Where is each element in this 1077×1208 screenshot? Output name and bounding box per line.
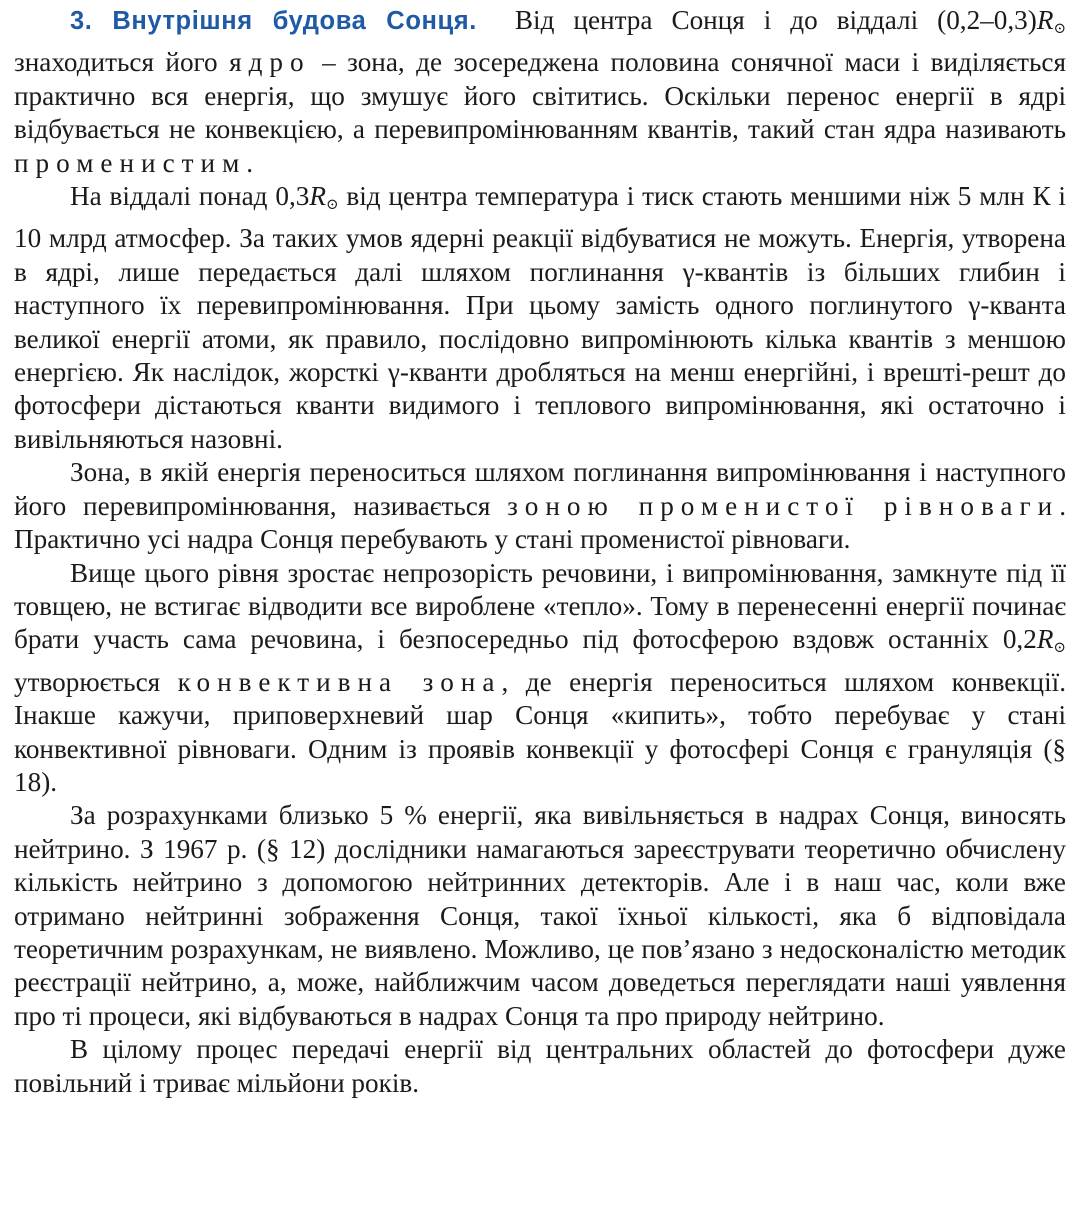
- radius-letter: R: [309, 181, 326, 212]
- paragraph-1-text-d: .: [246, 147, 254, 178]
- solar-radius-symbol: [309, 181, 339, 214]
- paragraph-5: За розрахунками близько 5 % енергії, яка вивільняється в надрах Сонця, виносять нейтрино. З 1967 р. (§ 12) дослідники намагаються зареєструвати теоретично обчислену кількість нейтрино з допомогою нейтринних детекторів. Але і в наш час, коли вже отримано нейтринні зображення Сонця, такої їхньої кількості, яка б відповідала теоретичним розрахункам, не виявлено. Можливо, це пов’язано з недосконалістю методик реєстрації нейтрино, а, може, найближчим часом доведеться переглядати наші уявлення про ті процеси, які відбуваються в надрах Сонця та про природу нейтрино.: [14, 800, 1066, 1031]
- paragraph-1: [14, 4, 1066, 180]
- paragraph-3-text-a: Зона, в якій енергія переноситься шляхом поглинання випромінювання і наступного його перевипромінювання, називається: [14, 457, 1066, 521]
- paragraph-1-text-b: знаходиться його: [14, 47, 230, 78]
- paragraph-4-text-b: утворюється: [14, 666, 178, 697]
- paragraph-3: [14, 456, 1066, 556]
- solar-radius-symbol: [1036, 624, 1066, 657]
- paragraph-4: [14, 557, 1066, 800]
- textbook-page: [14, 4, 1066, 1100]
- paragraph-3-text-b: . Практично усі надра Сонця перебувають у стані променистої рівноваги.: [14, 490, 1066, 555]
- term-radiative: променистим: [14, 147, 247, 178]
- paragraph-1-text-c: – зона, де зосереджена половина сонячної маси і виділяється практично вся енергія, що змушує його світитись. Оскільки перенос енергії в ядрі відбувається не конвекцією, а перевипромінюванням квантів, такий стан ядра називають: [14, 47, 1066, 145]
- radius-letter: R: [1036, 624, 1054, 655]
- paragraph-6: В цілому процес передачі енергії від центральних областей до фотосфери дуже повільний і триває мільйони років.: [14, 1034, 1066, 1098]
- paragraph-4-text-c: , де енергія переноситься шляхом конвекції. Інакше кажучи, приповерхневий шар Сонця «кипить», тобто перебуває у стані конвективної рівноваги. Одним із проявів конвекції у фотосфері Сонця є грануляція (§ 18).: [14, 666, 1066, 797]
- sun-symbol: ⊙: [1053, 21, 1067, 37]
- paragraph-1-text-a: Від центра Сонця і до віддалі (0,2–0,3): [514, 5, 1037, 35]
- solar-radius-symbol: [1037, 5, 1066, 35]
- section-heading: 3. Внутрішня будова Сонця.: [70, 7, 477, 35]
- term-radiative-equilibrium-zone: зоною променистої рівноваги: [507, 490, 1060, 521]
- radius-letter: R: [1036, 5, 1054, 35]
- paragraph-2: [14, 180, 1066, 456]
- term-convective-zone: конвективна зона: [177, 666, 502, 697]
- paragraph-2-text-b: від центра температура і тиск стають меншими ніж 5 млн К і 10 млрд атмосфер. За таких умов ядерні реакції відбуватися не можуть. Енергія, утворена в ядрі, лише передається далі шляхом поглинання γ-квантів із більших глибин і наступного їх перевипромінювання. При цьому замість одного поглинутого γ-кванта великої енергії атоми, як правило, послідовно випромінюють кілька квантів з меншою енергією. Як наслідок, жорсткі γ-кванти дробляться на менш енергійні, і врешті-решт до фотосфери дістаються кванти видимого і теплового випромінювання, які остаточно і вивільняються назовні.: [14, 181, 1066, 454]
- paragraph-4-text-a: Вище цього рівня зростає непрозорість речовини, і випромінювання, замкнуте під її товщею, не встигає відводити все вироблене «тепло». Тому в перенесенні енергії починає брати участь сама речовина, і безпосередньо під фотосферою вздовж останніх 0,2: [14, 557, 1066, 655]
- term-core: ядро: [229, 47, 311, 78]
- paragraph-2-text-a: На віддалі понад 0,3: [70, 181, 310, 212]
- sun-symbol: ⊙: [1053, 640, 1066, 657]
- sun-symbol: ⊙: [325, 197, 339, 214]
